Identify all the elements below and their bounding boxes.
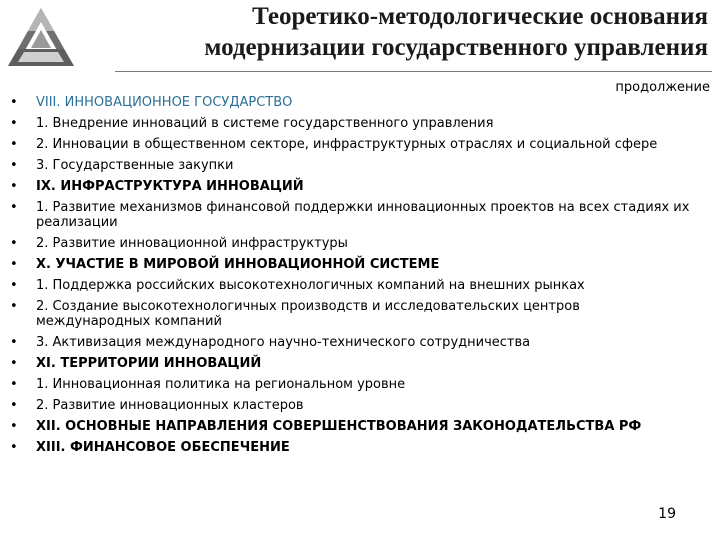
title-divider bbox=[115, 71, 712, 72]
bullet-icon: • bbox=[10, 95, 18, 110]
title-line-2: модернизации государственного управления bbox=[204, 34, 708, 61]
bullet-icon: • bbox=[10, 158, 18, 174]
bullet-icon: • bbox=[10, 299, 18, 315]
list-item-text: 1. Внедрение инноваций в системе государственного управления bbox=[36, 116, 494, 132]
list-item-text: X. УЧАСТИЕ В МИРОВОЙ ИННОВАЦИОННОЙ СИСТЕМЕ bbox=[36, 257, 440, 273]
list-item-text: 2. Развитие инновационной инфраструктуры bbox=[36, 236, 348, 252]
list-item bbox=[0, 96, 690, 111]
list-item bbox=[0, 300, 690, 329]
bullet-icon: • bbox=[10, 377, 18, 393]
page-number: 19 bbox=[658, 506, 676, 522]
list-item bbox=[0, 279, 690, 294]
bullet-icon: • bbox=[10, 179, 18, 195]
bullet-icon: • bbox=[10, 278, 18, 294]
list-item bbox=[0, 201, 690, 230]
continued-label: продолжение bbox=[615, 80, 710, 95]
list-item-text: XII. ОСНОВНЫЕ НАПРАВЛЕНИЯ СОВЕРШЕНСТВОВАНИЯ ЗАКОНОДАТЕЛЬСТВА РФ bbox=[36, 419, 642, 435]
list-item-text: 3. Активизация международного научно-технического сотрудничества bbox=[36, 334, 531, 350]
list-item bbox=[0, 357, 690, 372]
logo-triangle-icon bbox=[6, 6, 76, 68]
bullet-icon: • bbox=[10, 440, 18, 456]
bullet-icon: • bbox=[10, 356, 18, 372]
list-item-text: VIII. ИННОВАЦИОННОЕ ГОСУДАРСТВО bbox=[36, 95, 293, 110]
list-item bbox=[0, 441, 690, 456]
list-item bbox=[0, 117, 690, 132]
list-item bbox=[0, 399, 690, 414]
list-item-text: 2. Развитие инновационных кластеров bbox=[36, 398, 304, 414]
list-item bbox=[0, 336, 690, 351]
list-item bbox=[0, 138, 690, 153]
page-title bbox=[95, 1, 708, 63]
bullet-icon: • bbox=[10, 116, 18, 132]
list-item-text: 1. Поддержка российских высокотехнологичных компаний на внешних рынках bbox=[36, 278, 585, 294]
list-item bbox=[0, 258, 690, 273]
list-item bbox=[0, 420, 690, 435]
list-item bbox=[0, 180, 690, 195]
list-item-text: 3. Государственные закупки bbox=[36, 158, 234, 174]
bullet-list bbox=[0, 96, 690, 463]
bullet-icon: • bbox=[10, 236, 18, 252]
list-item bbox=[0, 237, 690, 252]
list-item-text: 1. Инновационная политика на региональном уровне bbox=[36, 377, 406, 393]
bullet-icon: • bbox=[10, 200, 18, 216]
list-item-text: XIII. ФИНАНСОВОЕ ОБЕСПЕЧЕНИЕ bbox=[36, 440, 290, 456]
list-item-text: 2. Инновации в общественном секторе, инфраструктурных отраслях и социальной сфере bbox=[36, 137, 658, 153]
bullet-icon: • bbox=[10, 257, 18, 273]
bullet-icon: • bbox=[10, 334, 18, 350]
list-item-text: 1. Развитие механизмов финансовой поддержки инновационных проектов на всех стадиях их реализации bbox=[36, 200, 690, 230]
list-item-text: IX. ИНФРАСТРУКТУРА ИННОВАЦИЙ bbox=[36, 179, 304, 195]
bullet-icon: • bbox=[10, 419, 18, 435]
title-line-1: Теоретико-методологические основания bbox=[252, 3, 708, 30]
list-item-text: 2. Создание высокотехнологичных производств и исследовательских центров международных компаний bbox=[36, 299, 580, 329]
list-item bbox=[0, 159, 690, 174]
bullet-icon: • bbox=[10, 398, 18, 414]
bullet-icon: • bbox=[10, 137, 18, 153]
list-item-text: XI. ТЕРРИТОРИИ ИННОВАЦИЙ bbox=[36, 356, 262, 372]
list-item bbox=[0, 378, 690, 393]
